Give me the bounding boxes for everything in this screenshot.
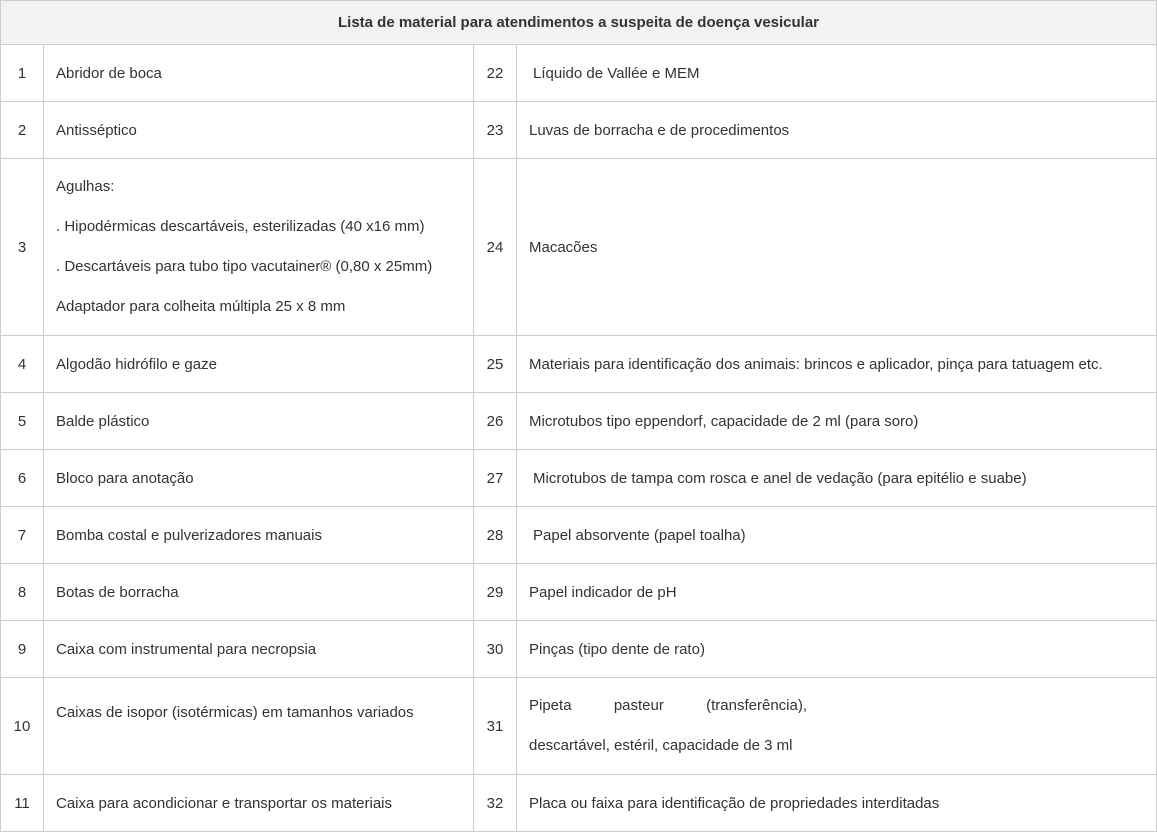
row-number: 1: [1, 45, 44, 102]
table-row: [1, 102, 1157, 159]
table-row: [1, 564, 1157, 621]
item-text: Antisséptico: [44, 102, 474, 159]
item-text: Abridor de boca: [44, 45, 474, 102]
item-text: Algodão hidrófilo e gaze: [44, 336, 474, 393]
item-line: [529, 686, 807, 726]
row-number: 11: [1, 775, 44, 832]
row-number: 24: [474, 159, 517, 336]
item-text: Placa ou faixa para identificação de propriedades interditadas: [517, 775, 1157, 832]
item-text: Botas de borracha: [44, 564, 474, 621]
row-number: 6: [1, 450, 44, 507]
table-row: [1, 393, 1157, 450]
table-header-row: [1, 1, 1157, 45]
row-number: 8: [1, 564, 44, 621]
row-number: 31: [474, 678, 517, 775]
item-text: Caixa para acondicionar e transportar os materiais: [44, 775, 474, 832]
item-text: Microtubos tipo eppendorf, capacidade de 2 ml (para soro): [517, 393, 1157, 450]
table-row: [1, 45, 1157, 102]
row-number: 25: [474, 336, 517, 393]
item-text: Bloco para anotação: [44, 450, 474, 507]
item-line: Adaptador para colheita múltipla 25 x 8 mm: [56, 298, 346, 315]
row-number: 29: [474, 564, 517, 621]
item-text: Pinças (tipo dente de rato): [517, 621, 1157, 678]
row-number: 3: [1, 159, 44, 336]
item-text: Materiais para identificação dos animais: brincos e aplicador, pinça para tatuagem etc.: [517, 336, 1157, 393]
row-number: 9: [1, 621, 44, 678]
item-word: (transferência),: [706, 697, 807, 714]
row-number: 4: [1, 336, 44, 393]
item-line: Agulhas:: [56, 178, 115, 195]
item-word: Pipeta: [529, 697, 572, 714]
row-number: 26: [474, 393, 517, 450]
row-number: 23: [474, 102, 517, 159]
table-row: [1, 775, 1157, 832]
row-number: 28: [474, 507, 517, 564]
item-text: Bomba costal e pulverizadores manuais: [44, 507, 474, 564]
item-line: . Hipodérmicas descartáveis, esterilizadas (40 x16 mm): [56, 218, 425, 235]
row-number: 30: [474, 621, 517, 678]
table-row: [1, 621, 1157, 678]
item-text-multiline: [44, 159, 474, 336]
table-row: [1, 336, 1157, 393]
table-title: Lista de material para atendimentos a suspeita de doença vesicular: [1, 1, 1157, 45]
item-line: . Descartáveis para tubo tipo vacutainer® (0,80 x 25mm): [56, 258, 433, 275]
item-text: Luvas de borracha e de procedimentos: [517, 102, 1157, 159]
item-text: Papel absorvente (papel toalha): [517, 507, 1157, 564]
row-number: 5: [1, 393, 44, 450]
row-number: 32: [474, 775, 517, 832]
item-text: Microtubos de tampa com rosca e anel de vedação (para epitélio e suabe): [517, 450, 1157, 507]
item-text-multiline: [517, 678, 1157, 775]
table-row: [1, 450, 1157, 507]
row-number: 7: [1, 507, 44, 564]
item-line: descartável, estéril, capacidade de 3 ml: [529, 737, 793, 754]
table-row: [1, 507, 1157, 564]
item-text: Macacões: [517, 159, 1157, 336]
item-word: pasteur: [613, 697, 664, 714]
table-row: [1, 678, 1157, 775]
item-text: Balde plástico: [44, 393, 474, 450]
item-text: Caixas de isopor (isotérmicas) em tamanhos variados: [44, 678, 474, 775]
item-text: Líquido de Vallée e MEM: [517, 45, 1157, 102]
item-text: Papel indicador de pH: [517, 564, 1157, 621]
table-row: [1, 159, 1157, 336]
row-number: 10: [1, 678, 44, 775]
row-number: 27: [474, 450, 517, 507]
item-text: Caixa com instrumental para necropsia: [44, 621, 474, 678]
row-number: 22: [474, 45, 517, 102]
row-number: 2: [1, 102, 44, 159]
